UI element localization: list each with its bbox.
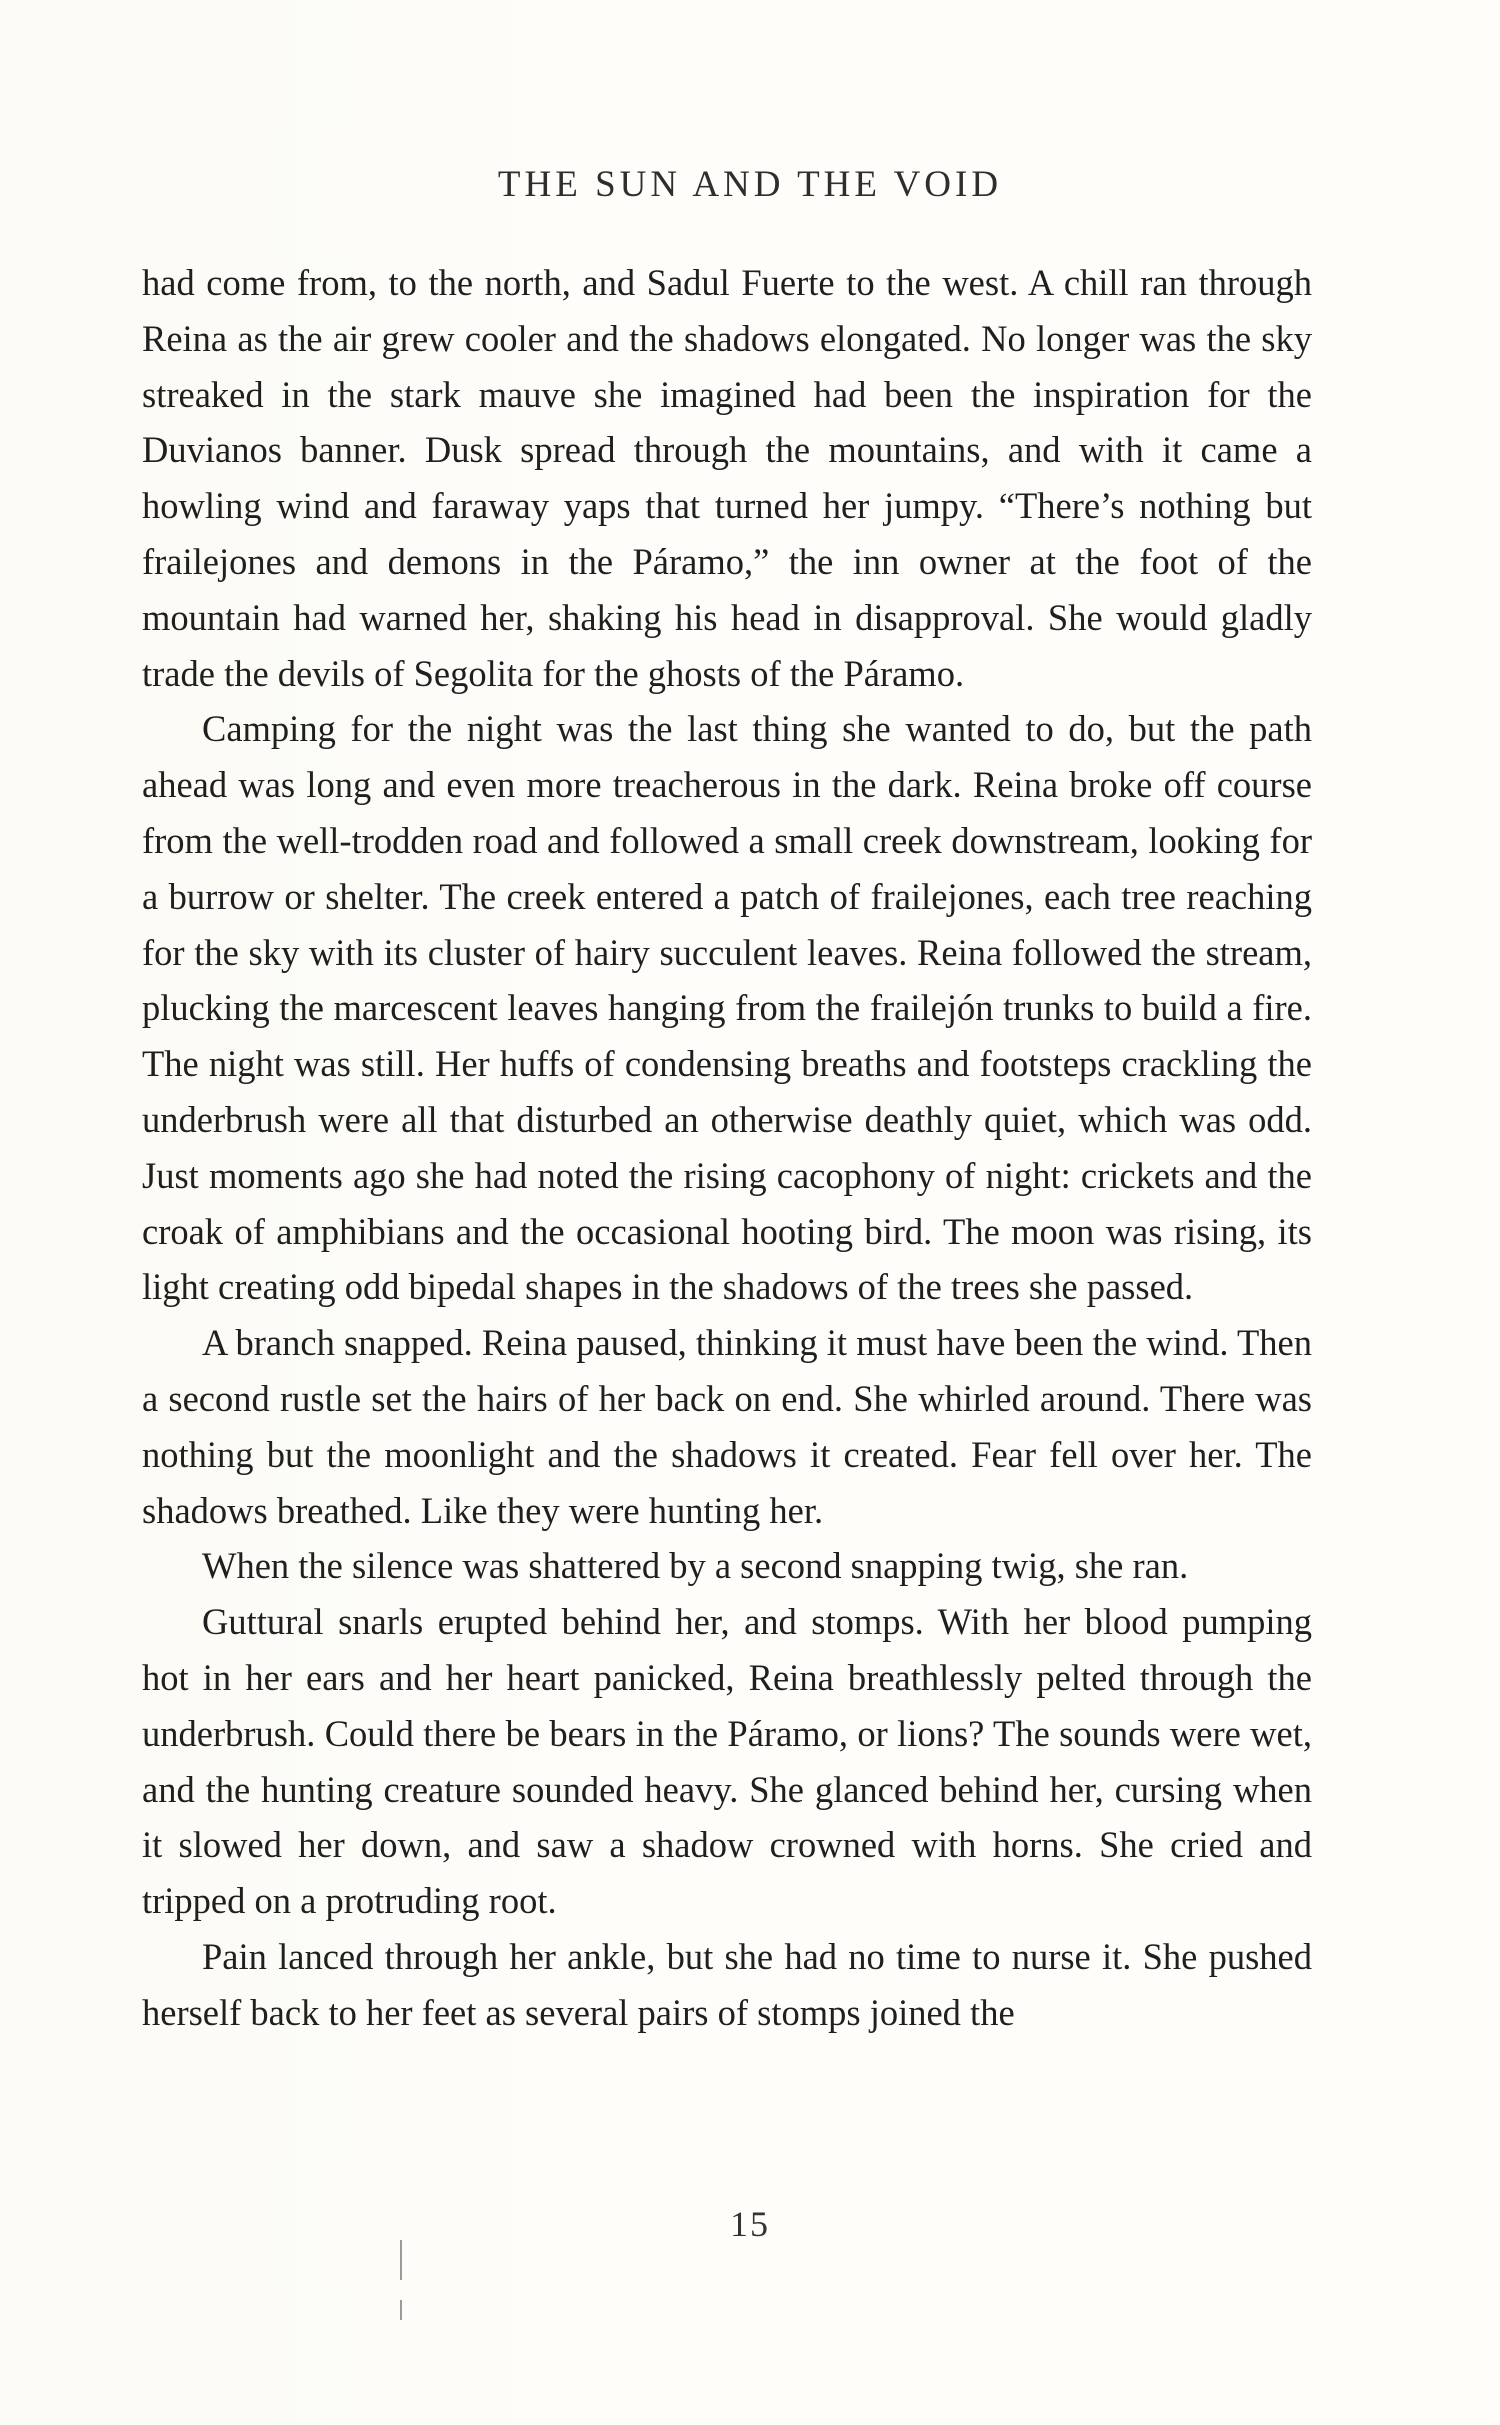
paragraph: A branch snapped. Reina paused, thinking it must have been the wind. Then a second rustle set the hairs of her back on end. She whirled around. There was nothing but the moonlight and the shadows it created. Fear fell over her. The shadows breathed. Like they were hunting her. bbox=[142, 1322, 1312, 1531]
running-header: THE SUN AND THE VOID bbox=[497, 164, 1003, 205]
paragraph: Camping for the night was the last thing she wanted to do, but the path ahead was long and even more treacherous in the dark. Reina broke off course from the well-trodden road and followed a small creek downstream, looking for a burrow or shelter. The creek entered a patch of frailejones, each tree reaching for the sky with its cluster of hairy succulent leaves. Reina followed the stream, plucking the marcescent leaves hanging from the frailejón trunks to build a fire. The night was still. Her huffs of condensing breaths and footsteps crackling the underbrush were all that disturbed an otherwise deathly quiet, which was odd. Just moments ago she had noted the rising cacophony of night: crickets and the croak of amphibians and the occasional hooting bird. The moon was rising, its light creating odd bipedal shapes in the shadows of the trees she passed. bbox=[142, 708, 1312, 1308]
paragraph: Guttural snarls erupted behind her, and stomps. With her blood pumping hot in her ears and her heart panicked, Reina breathlessly pelted through the underbrush. Could there be bears in the Páramo, or lions? The sounds were wet, and the hunting creature sounded heavy. She glanced behind her, cursing when it slowed her down, and saw a shadow crowned with horns. She cried and tripped on a protruding root. bbox=[142, 1601, 1312, 1922]
paragraph: When the silence was shattered by a second snapping twig, she ran. bbox=[202, 1545, 1189, 1587]
scan-mark bbox=[400, 2300, 402, 2320]
paragraph: had come from, to the north, and Sadul Fuerte to the west. A chill ran through Reina as the air grew cooler and the shadows elongated. No longer was the sky streaked in the stark mauve she imagined had been the inspiration for the Duvianos banner. Dusk spread through the mountains, and with it came a howling wind and faraway yaps that turned her jumpy. “There’s nothing but frailejones and demons in the Páramo,” the inn owner at the foot of the mountain had warned her, shaking his head in disapproval. She would gladly trade the devils of Segolita for the ghosts of the Páramo. bbox=[142, 262, 1312, 694]
page-number: 15 bbox=[730, 2204, 770, 2244]
body-text bbox=[142, 255, 1312, 2041]
paragraph: Pain lanced through her ankle, but she had no time to nurse it. She pushed herself back to her feet as several pairs of stomps joined the bbox=[142, 1935, 1312, 2033]
scan-mark bbox=[400, 2240, 402, 2280]
